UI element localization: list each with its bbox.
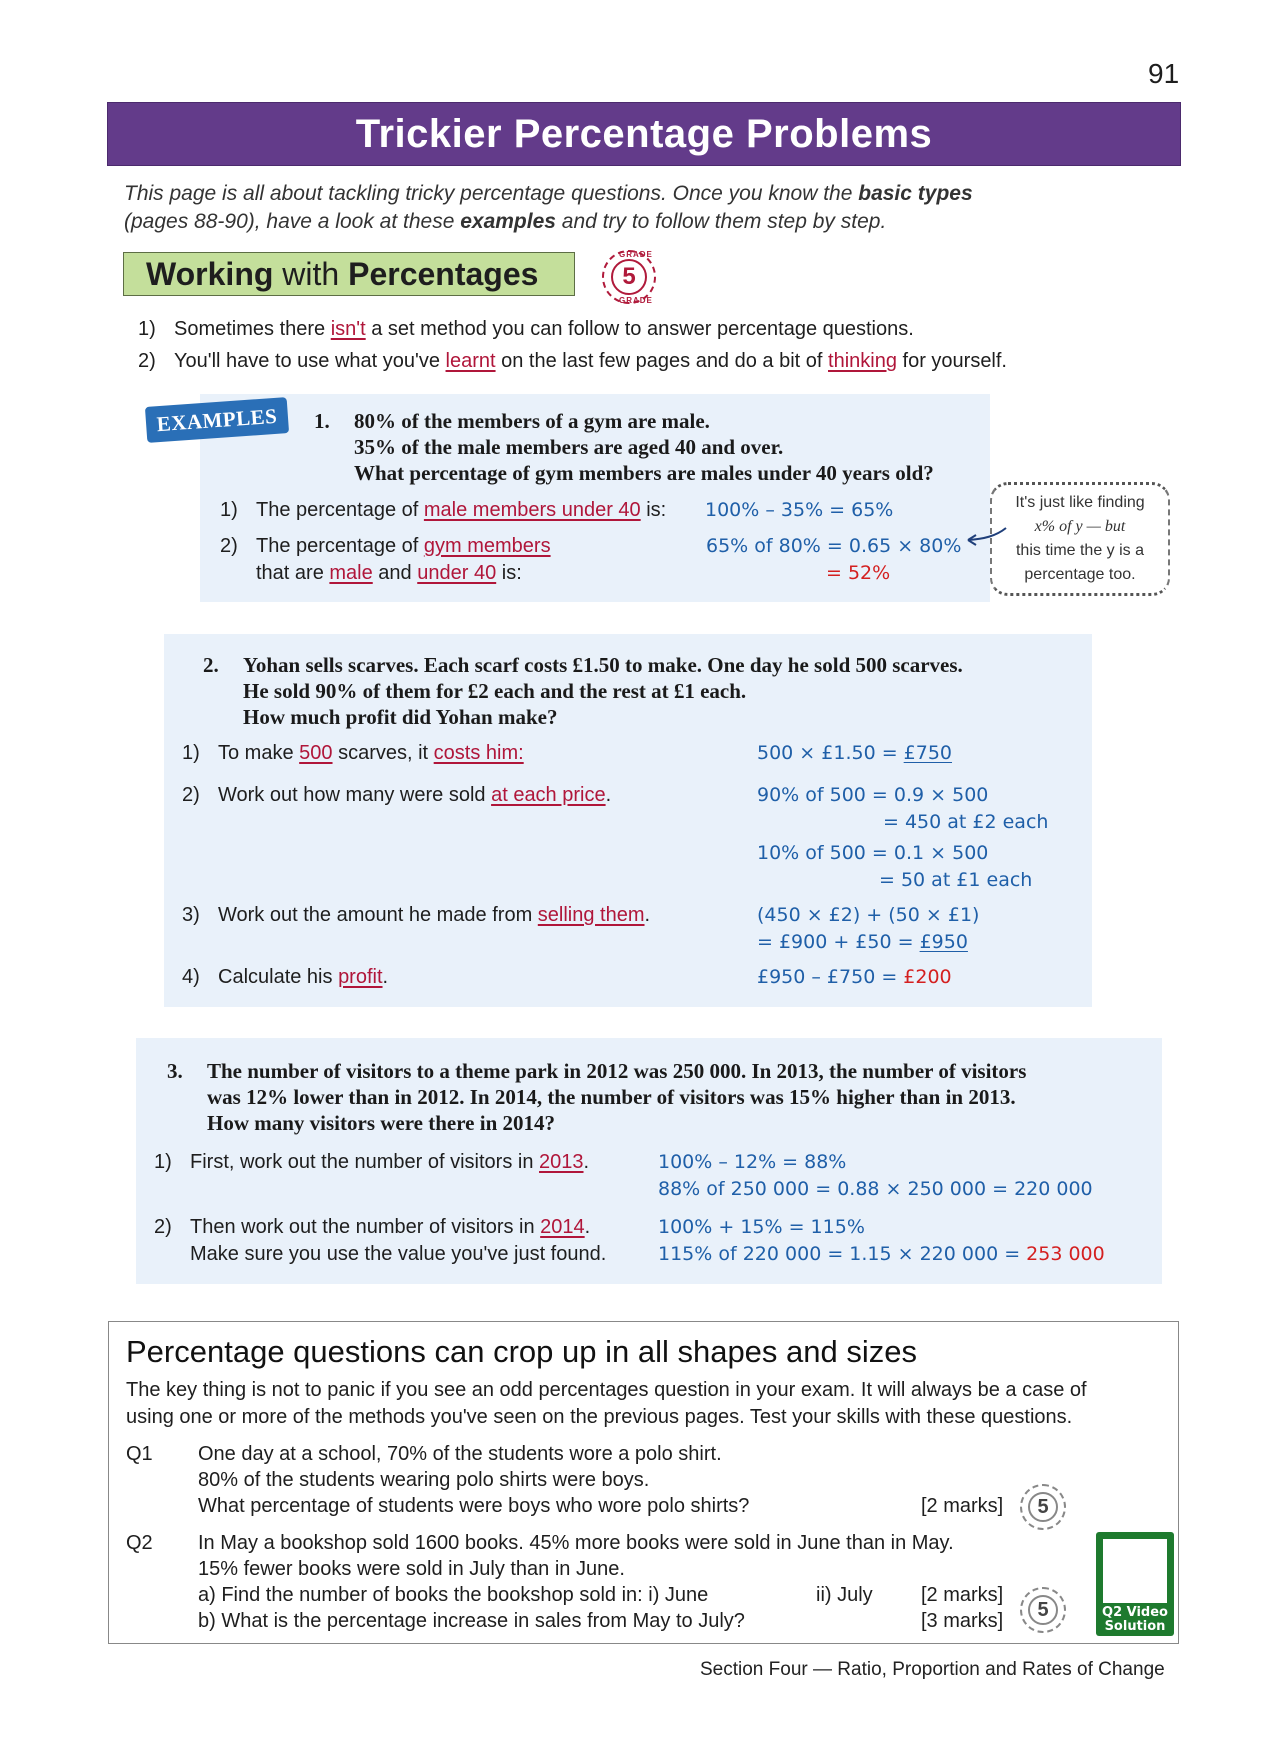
list-text: Sometimes there [174, 318, 331, 340]
step-text: Make sure you use the value you've just found. [190, 1243, 607, 1265]
step-text: The percentage of [256, 499, 424, 521]
list-underline: learnt [445, 350, 496, 372]
step-text: . [644, 904, 651, 926]
q2-a-marks: [2 marks] [921, 1584, 1004, 1606]
list-text: You'll have to use what you've [174, 350, 446, 372]
question-line: The number of visitors to a theme park in 2012 was 250 000. In 2013, the number of visitors [207, 1059, 1027, 1083]
question-line: was 12% lower than in 2012. In 2014, the number of visitors was 15% higher than in 2013. [207, 1085, 1016, 1109]
example-3-step-1 [154, 1149, 589, 1175]
step-number: 4) [182, 966, 200, 988]
list-item [138, 313, 1007, 345]
step-number: 1) [154, 1151, 172, 1173]
step-number: 1) [182, 742, 200, 764]
example-number: 1. [314, 409, 330, 433]
video-label-line: Q2 Video [1102, 1605, 1168, 1620]
qr-code-icon [1103, 1539, 1167, 1603]
q2-b-marks: [3 marks] [921, 1610, 1004, 1632]
step-calc: = 50 at £1 each [879, 869, 1033, 891]
practice-intro-line: using one or more of the methods you've seen on the previous pages. Test your skills with these questions. [126, 1406, 1073, 1428]
video-solution-button[interactable] [1096, 1532, 1174, 1636]
side-note [990, 482, 1170, 596]
list-underline: thinking [828, 350, 897, 372]
q1-line: One day at a school, 70% of the students wore a polo shirt. [198, 1443, 722, 1465]
step-text: scarves, it [332, 742, 434, 764]
note-line: percentage too. [1024, 566, 1136, 583]
list-underline: isn't [330, 318, 366, 340]
step-calc [757, 964, 952, 990]
step-text: . [605, 784, 612, 806]
question-line: 80% of the members of a gym are male. [354, 409, 710, 433]
grade-badge-icon [602, 250, 656, 304]
q1-line: 80% of the students wearing polo shirts were boys. [198, 1469, 650, 1491]
examples-tag: EXAMPLES [145, 397, 289, 443]
intro-line2: (pages 88-90), have a look at these [124, 210, 461, 233]
grade-value: 5 [622, 263, 636, 290]
calc-text: £950 – £750 = [757, 966, 904, 988]
calc-text: = £900 + £50 = [757, 931, 920, 953]
step-calc [757, 929, 968, 955]
example-1-question [314, 408, 710, 434]
q2-label: Q2 [126, 1532, 153, 1554]
intro-line1: This page is all about tackling tricky percentage questions. Once you know the [124, 182, 859, 205]
step-underline: costs him: [433, 742, 524, 764]
intro-text [124, 180, 1024, 236]
question-line: He sold 90% of them for £2 each and the rest at £1 each. [243, 679, 747, 703]
section-heading-b: with [273, 255, 349, 292]
footer: Section Four — Ratio, Proportion and Rates of Change [700, 1659, 1165, 1680]
step-number: 1) [220, 499, 238, 521]
step-text: and [372, 562, 418, 584]
example-2-step-4 [182, 964, 388, 990]
q2-line: 15% fewer books were sold in July than in June. [198, 1558, 625, 1580]
step-text: . [584, 1216, 591, 1238]
example-2-step-3 [182, 902, 650, 928]
list-item [138, 345, 1007, 377]
note-line: It's just like finding [1015, 494, 1145, 511]
grade-badge-icon [1020, 1587, 1066, 1633]
step-underline: 500 [299, 742, 333, 764]
step-answer: = 52% [826, 562, 891, 584]
question-line: What percentage of gym members are males under 40 years old? [354, 461, 934, 485]
step-text: that are [256, 562, 330, 584]
step-calc [658, 1241, 1105, 1267]
intro-bold-examples: examples [460, 210, 556, 233]
step-number: 2) [182, 784, 200, 806]
example-3-step-2 [154, 1214, 590, 1240]
step-text: To make [218, 742, 300, 764]
example-3-question [167, 1058, 1026, 1084]
example-1-step-2 [220, 533, 551, 559]
video-label-line: Solution [1104, 1619, 1166, 1634]
list-number: 1) [138, 318, 156, 340]
calc-answer: 253 000 [1026, 1243, 1105, 1265]
calc-answer: £200 [903, 966, 952, 988]
example-2-step-2 [182, 782, 611, 808]
step-text: . [583, 1151, 590, 1173]
example-1-step-1 [220, 497, 666, 523]
page-title: Trickier Percentage Problems [355, 111, 933, 156]
calc-text: 115% of 220 000 = 1.15 × 220 000 = [658, 1243, 1027, 1265]
question-line: How much profit did Yohan make? [243, 705, 558, 729]
q1-line: What percentage of students were boys who wore polo shirts? [198, 1495, 750, 1517]
example-number: 2. [203, 653, 219, 677]
step-underline: at each price [491, 784, 606, 806]
step-underline: selling them [537, 904, 645, 926]
step-calc: 65% of 80% = 0.65 × 80% [706, 535, 962, 557]
step-text: . [382, 966, 389, 988]
q2-part-b: b) What is the percentage increase in sales from May to July? [198, 1610, 745, 1632]
q2-part-a: a) Find the number of books the bookshop sold in: i) June [198, 1584, 709, 1606]
q1-marks: [2 marks] [921, 1495, 1004, 1517]
practice-intro-line: The key thing is not to panic if you see an odd percentages question in your exam. It will always be a case of [126, 1379, 1087, 1401]
step-underline: gym members [423, 535, 551, 557]
step-number: 3) [182, 904, 200, 926]
step-calc: 88% of 250 000 = 0.88 × 250 000 = 220 000 [658, 1178, 1093, 1200]
intro-bold-basic-types: basic types [858, 182, 973, 205]
grade-value: 5 [1037, 1495, 1049, 1518]
video-solution-label [1096, 1606, 1174, 1634]
practice-intro [126, 1377, 1166, 1431]
step-calc: 100% + 15% = 115% [658, 1216, 865, 1238]
step-calc: 100% – 12% = 88% [658, 1151, 847, 1173]
list-text: for yourself. [896, 350, 1007, 372]
title-bar [107, 102, 1181, 166]
example-2-question [203, 652, 963, 678]
step-text: Then work out the number of visitors in [190, 1216, 541, 1238]
q2-line: In May a bookshop sold 1600 books. 45% more books were sold in June than in May. [198, 1532, 954, 1554]
example-number: 3. [167, 1059, 183, 1083]
calc-underline: £950 [919, 931, 968, 953]
q1-text [198, 1441, 749, 1519]
step-calc [757, 740, 952, 766]
step-text: is: [496, 562, 522, 584]
step-calc: = 450 at £2 each [883, 811, 1049, 833]
points-list [138, 313, 1007, 377]
note-line: this time the y is a [1015, 542, 1145, 559]
step-calc: (450 × £2) + (50 × £1) [757, 904, 980, 926]
page-number: 91 [1148, 58, 1180, 89]
note-line: x% of y — but [1034, 518, 1126, 535]
question-line: Yohan sells scarves. Each scarf costs £1.50 to make. One day he sold 500 scarves. [243, 653, 963, 677]
step-number: 2) [154, 1216, 172, 1238]
step-underline: profit [338, 966, 383, 988]
list-text: a set method you can follow to answer percentage questions. [365, 318, 914, 340]
grade-label-top: GRADE [619, 250, 653, 259]
step-number: 2) [220, 535, 238, 557]
step-text: The percentage of [256, 535, 424, 557]
q1-label: Q1 [126, 1443, 153, 1465]
grade-label-bottom: GRADE [619, 296, 653, 305]
step-underline: male [329, 562, 373, 584]
step-text: Work out the amount he made from [218, 904, 538, 926]
step-text: is: [640, 499, 667, 521]
list-text: on the last few pages and do a bit of [495, 350, 829, 372]
grade-badge-icon [1020, 1484, 1066, 1530]
calc-underline: £750 [903, 742, 953, 764]
list-number: 2) [138, 350, 156, 372]
step-calc: 100% – 35% = 65% [705, 499, 894, 521]
step-underline: 2014 [540, 1216, 585, 1238]
section-heading-a: Working [146, 255, 274, 292]
practice-title: Percentage questions can crop up in all shapes and sizes [126, 1334, 917, 1369]
example-2-step-1 [182, 740, 524, 766]
step-underline: under 40 [417, 562, 497, 584]
step-calc: 10% of 500 = 0.1 × 500 [757, 842, 989, 864]
step-calc: 90% of 500 = 0.9 × 500 [757, 784, 989, 806]
q2-part-a-ii: ii) July [816, 1584, 873, 1606]
step-underline: male members under 40 [423, 499, 641, 521]
step-text: Work out how many were sold [218, 784, 492, 806]
question-line: How many visitors were there in 2014? [207, 1111, 556, 1135]
step-text: First, work out the number of visitors in [190, 1151, 540, 1173]
step-underline: 2013 [539, 1151, 584, 1173]
question-line: 35% of the male members are aged 40 and over. [354, 435, 784, 459]
example-1-step-2-line2 [256, 560, 522, 586]
section-heading-c: Percentages [348, 255, 539, 292]
calc-text: 500 × £1.50 = [757, 742, 904, 764]
section-heading [123, 252, 575, 296]
step-text: Calculate his [218, 966, 339, 988]
intro-line2-end: and try to follow them step by step. [555, 210, 887, 233]
grade-value: 5 [1037, 1598, 1049, 1621]
